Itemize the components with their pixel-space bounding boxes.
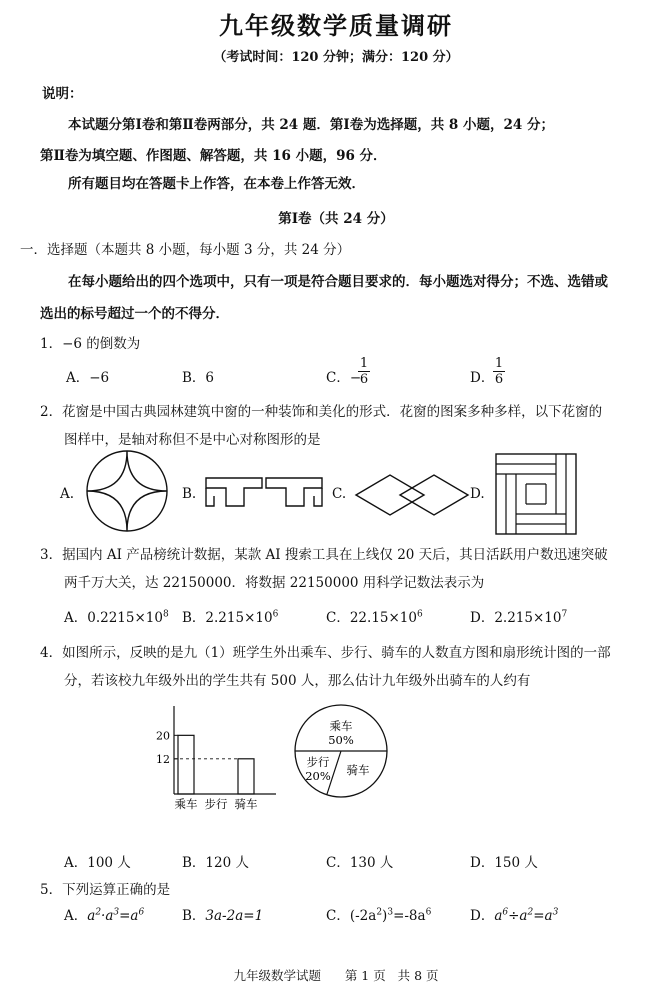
bar-label-2: 步行 [204, 797, 228, 811]
q1-option-d-fraction: $\frac{1}{6}$ [494, 356, 504, 387]
section-title: 第Ⅰ卷（共 24 分） [278, 211, 394, 227]
q1-option-d: D． [470, 370, 495, 386]
q4-option-d: D．150 人 [470, 855, 538, 871]
q2-stem-line-1: 2．花窗是中国古典园林建筑中窗的一种装饰和美化的形式．花窗的图案多种多样，以下花窗的 [40, 404, 603, 420]
bar-3 [238, 759, 254, 794]
exam-info: （考试时间：120 分钟；满分：120 分） [213, 50, 459, 65]
page-footer: 九年级数学试题 第 1 页 共 8 页 [233, 968, 439, 983]
rule-line-2: 选出的标号超过一个的不得分． [40, 306, 229, 322]
q5-stem: 5．下列运算正确的是 [40, 882, 171, 898]
bar-chart [150, 700, 280, 812]
instructions-label: 说明： [42, 86, 83, 102]
q3-option-b: B．$2.215\times 10^6$ [182, 609, 279, 626]
bar-1 [178, 735, 194, 794]
q4-option-b: B．120 人 [182, 855, 249, 871]
q3-stem-line-2: 两千万大关，达 22150000．将数据 22150000 用科学记数法表示为 [64, 575, 485, 591]
instructions-line-1: 本试题分第Ⅰ卷和第Ⅱ卷两部分，共 24 题．第Ⅰ卷为选择题，共 8 小题，24 分； [68, 117, 554, 133]
q5-option-a: A．$a^2\cdot a^3=a^6$ [64, 907, 145, 924]
q2-option-d-label: D. [470, 486, 485, 502]
part-heading: 一．选择题（本题共 8 小题，每小题 3 分，共 24 分） [20, 242, 351, 258]
q5-option-b: B．3a-2a=1 [182, 908, 264, 924]
q2-stem-line-2: 图样中，是轴对称但不是中心对称图形的是 [64, 432, 321, 448]
q5-option-d: D．$a^6\div a^2=a^3$ [470, 907, 559, 924]
bar-label-1: 乘车 [174, 797, 198, 811]
q1-option-c-fraction: $\frac{1}{6}$ [359, 356, 369, 387]
q3-stem-line-1: 3．据国内 AI 产品榜统计数据，某款 AI 搜索工具在上线仅 20 天后，其日活跃用户数迅速突破 [40, 547, 608, 563]
pie-label-ride: 乘车 [329, 719, 353, 733]
y-tick-12: 12 [156, 752, 170, 766]
q2-option-a-label: A. [60, 486, 75, 502]
pie-pct-walk: 20% [305, 769, 331, 783]
pie-label-walk: 步行 [306, 755, 330, 769]
window-pattern-a [84, 448, 170, 534]
pie-pct-ride: 50% [328, 733, 354, 747]
q4-stem-line-1: 4．如图所示，反映的是九（1）班学生外出乘车、步行、骑车的人数直方图和扇形统计图的一部 [40, 645, 611, 661]
pie-chart [292, 702, 390, 800]
q3-option-d: D．$2.215\times 10^7$ [470, 609, 568, 626]
q1-option-c: C．− [326, 370, 362, 386]
window-pattern-b [204, 472, 324, 512]
instructions-line-2: 第Ⅱ卷为填空题、作图题、解答题，共 16 小题，96 分． [40, 148, 387, 164]
window-pattern-c [354, 472, 472, 518]
y-tick-20: 20 [156, 729, 170, 743]
page-title: 九年级数学质量调研 [219, 11, 453, 40]
q3-option-a: A．$0.2215\times 10^8$ [64, 609, 169, 626]
q4-option-c: C．130 人 [326, 855, 394, 871]
q3-option-c: C．$22.15\times 10^6$ [326, 609, 423, 626]
window-pattern-d [494, 452, 578, 536]
q5-option-c: C．$(-2a^2)^3=-8a^6$ [326, 907, 432, 924]
q2-option-c-label: C. [332, 486, 347, 502]
q4-stem-line-2: 分，若该校九年级外出的学生共有 500 人，那么估计九年级外出骑车的人约有 [64, 673, 531, 689]
q1-option-b: B．6 [182, 370, 215, 386]
q2-option-b-label: B. [182, 486, 197, 502]
instructions-line-3: 所有题目均在答题卡上作答，在本卷上作答无效． [68, 176, 365, 192]
pie-label-bike: 骑车 [346, 763, 370, 777]
q1-option-a: A．−6 [66, 370, 110, 386]
q4-option-a: A．100 人 [64, 855, 131, 871]
rule-line-1: 在每小题给出的四个选项中，只有一项是符合题目要求的．每小题选对得分；不选、选错或 [68, 274, 608, 290]
bar-label-3: 骑车 [234, 797, 258, 811]
q1-stem: 1．−6 的倒数为 [40, 336, 141, 352]
